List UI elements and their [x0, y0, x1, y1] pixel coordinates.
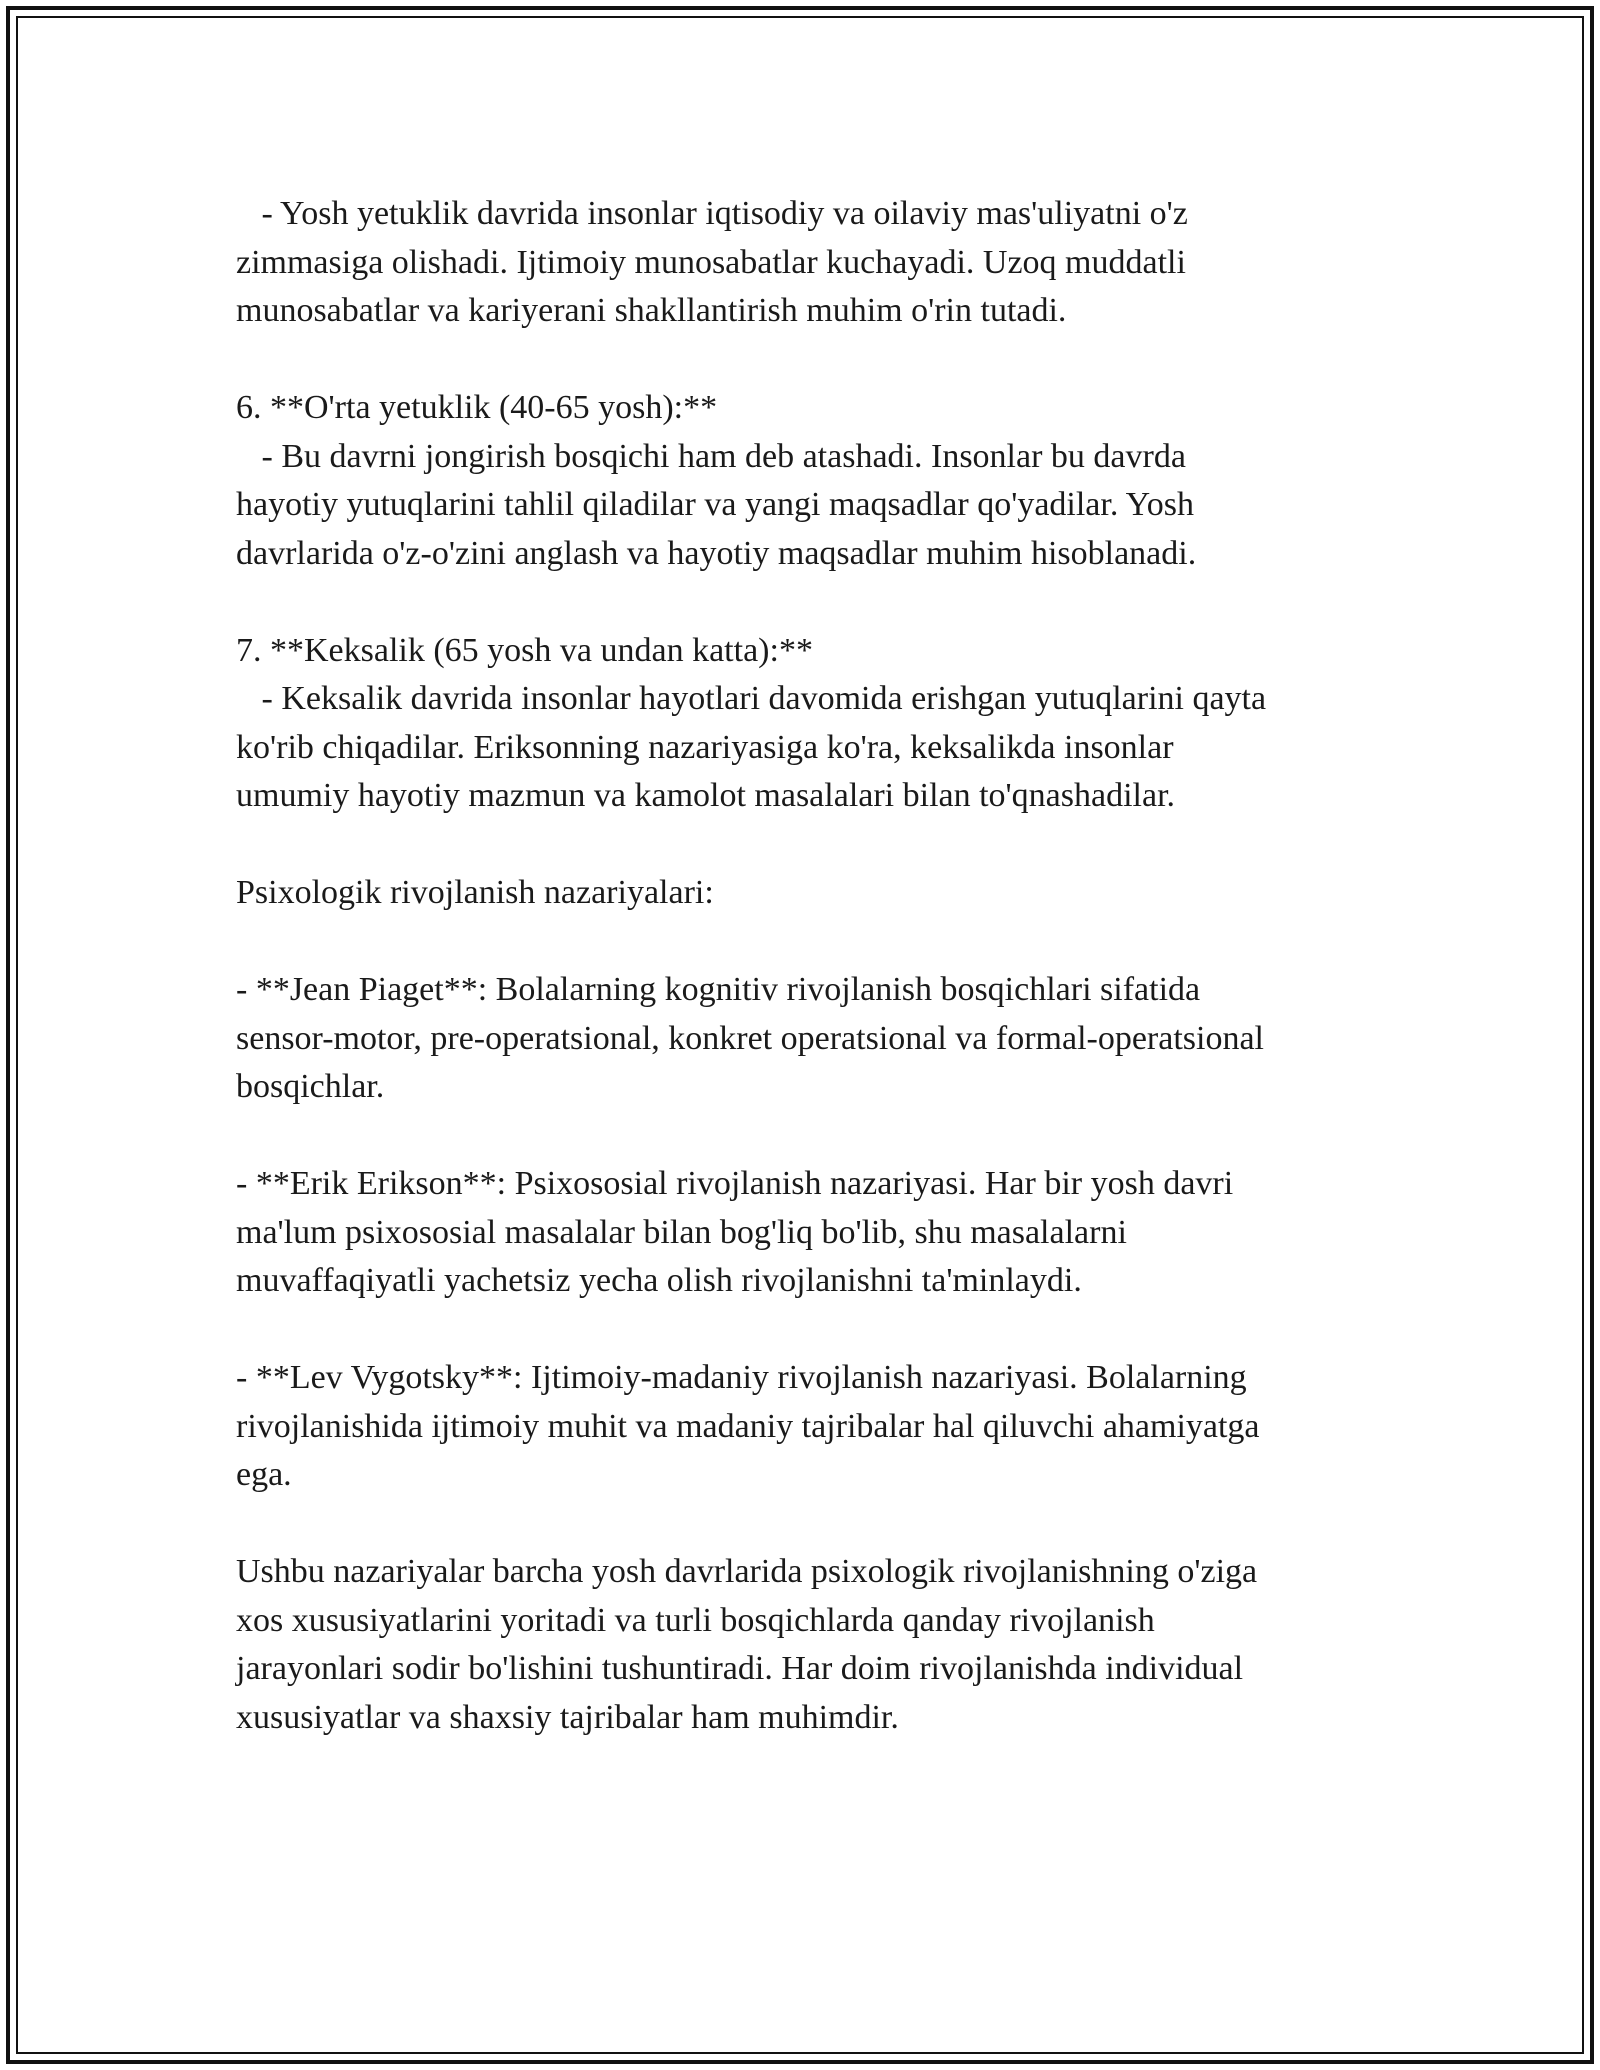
text-line: bosqichlar. — [236, 1068, 385, 1105]
paragraph-erikson — [236, 1160, 1366, 1306]
text-line: jarayonlari sodir bo'lishini tushuntiradi. Har doim rivojlanishda individual — [236, 1650, 1244, 1687]
paragraph-spacer — [236, 578, 1366, 627]
text-line: ma'lum psixososial masalalar bilan bog'liq bo'lib, shu masalalarni — [236, 1213, 1127, 1251]
list-item-line: - **Jean Piaget**: Bolalarning kognitiv rivojlanish bosqichlari sifatida — [236, 971, 1201, 1008]
paragraph-spacer — [236, 1500, 1366, 1549]
text-line: umumiy hayotiy mazmun va kamolot masalalari bilan to'qnashadilar. — [236, 777, 1176, 814]
text-line: davrlarida o'z-o'zini anglash va hayotiy maqsadlar muhim hisoblanadi. — [236, 534, 1197, 572]
text-line: munosabatlar va kariyerani shakllantirish muhim o'rin tutadi. — [236, 292, 1067, 329]
text-line: xos xususiyatlarini yoritadi va turli bosqichlarda qanday rivojlanish — [236, 1601, 1155, 1639]
paragraph-old-age — [236, 627, 1366, 821]
list-item-line: - **Lev Vygotsky**: Ijtimoiy-madaniy rivojlanish nazariyasi. Bolalarning — [236, 1359, 1247, 1396]
paragraph-spacer — [236, 821, 1366, 870]
paragraph-piaget — [236, 966, 1366, 1112]
paragraph-middle-adulthood — [236, 384, 1366, 578]
text-line: - Bu davrni jongirish bosqichi ham deb atashadi. Insonlar bu davrda — [236, 437, 1186, 475]
text-line: hayotiy yutuqlarini tahlil qiladilar va yangi maqsadlar qo'yadilar. Yosh — [236, 486, 1194, 523]
text-line: rivojlanishida ijtimoiy muhit va madaniy tajribalar hal qiluvchi ahamiyatga — [236, 1407, 1260, 1445]
text-line: sensor-motor, pre-operatsional, konkret operatsional va formal-operatsional — [236, 1019, 1265, 1057]
paragraph-spacer — [236, 918, 1366, 967]
section-heading: 6. **O'rta yetuklik (40-65 yosh):** — [236, 389, 718, 426]
text-line: muvaffaqiyatli yachetsiz yecha olish rivojlanishni ta'minlaydi. — [236, 1262, 1082, 1299]
text-line: Ushbu nazariyalar barcha yosh davrlarida psixologik rivojlanishning o'ziga — [236, 1553, 1258, 1590]
section-heading: Psixologik rivojlanish nazariyalari: — [236, 874, 714, 911]
text-line: zimmasiga olishadi. Ijtimoiy munosabatlar kuchayadi. Uzoq muddatli — [236, 243, 1186, 281]
text-line: xususiyatlar va shaxsiy tajribalar ham muhimdir. — [236, 1698, 899, 1736]
document-body — [236, 190, 1366, 1742]
text-line: ko'rib chiqadilar. Eriksonning nazariyasiga ko'ra, keksalikda insonlar — [236, 728, 1174, 766]
list-item-line: - **Erik Erikson**: Psixososial rivojlanish nazariyasi. Har bir yosh davri — [236, 1165, 1234, 1202]
paragraph-vygotsky — [236, 1354, 1366, 1500]
text-line: - Yosh yetuklik davrida insonlar iqtisodiy va oilaviy mas'uliyatni o'z — [236, 195, 1188, 232]
paragraph-spacer — [236, 1306, 1366, 1355]
paragraph-conclusion — [236, 1548, 1366, 1742]
paragraph-theories-heading — [236, 869, 1366, 918]
paragraph-spacer — [236, 336, 1366, 385]
paragraph-young-adulthood — [236, 190, 1366, 336]
section-heading: 7. **Keksalik (65 yosh va undan katta):** — [236, 631, 813, 669]
text-line: - Keksalik davrida insonlar hayotlari davomida erishgan yutuqlarini qayta — [236, 680, 1267, 717]
text-line: ega. — [236, 1456, 292, 1493]
paragraph-spacer — [236, 1112, 1366, 1161]
